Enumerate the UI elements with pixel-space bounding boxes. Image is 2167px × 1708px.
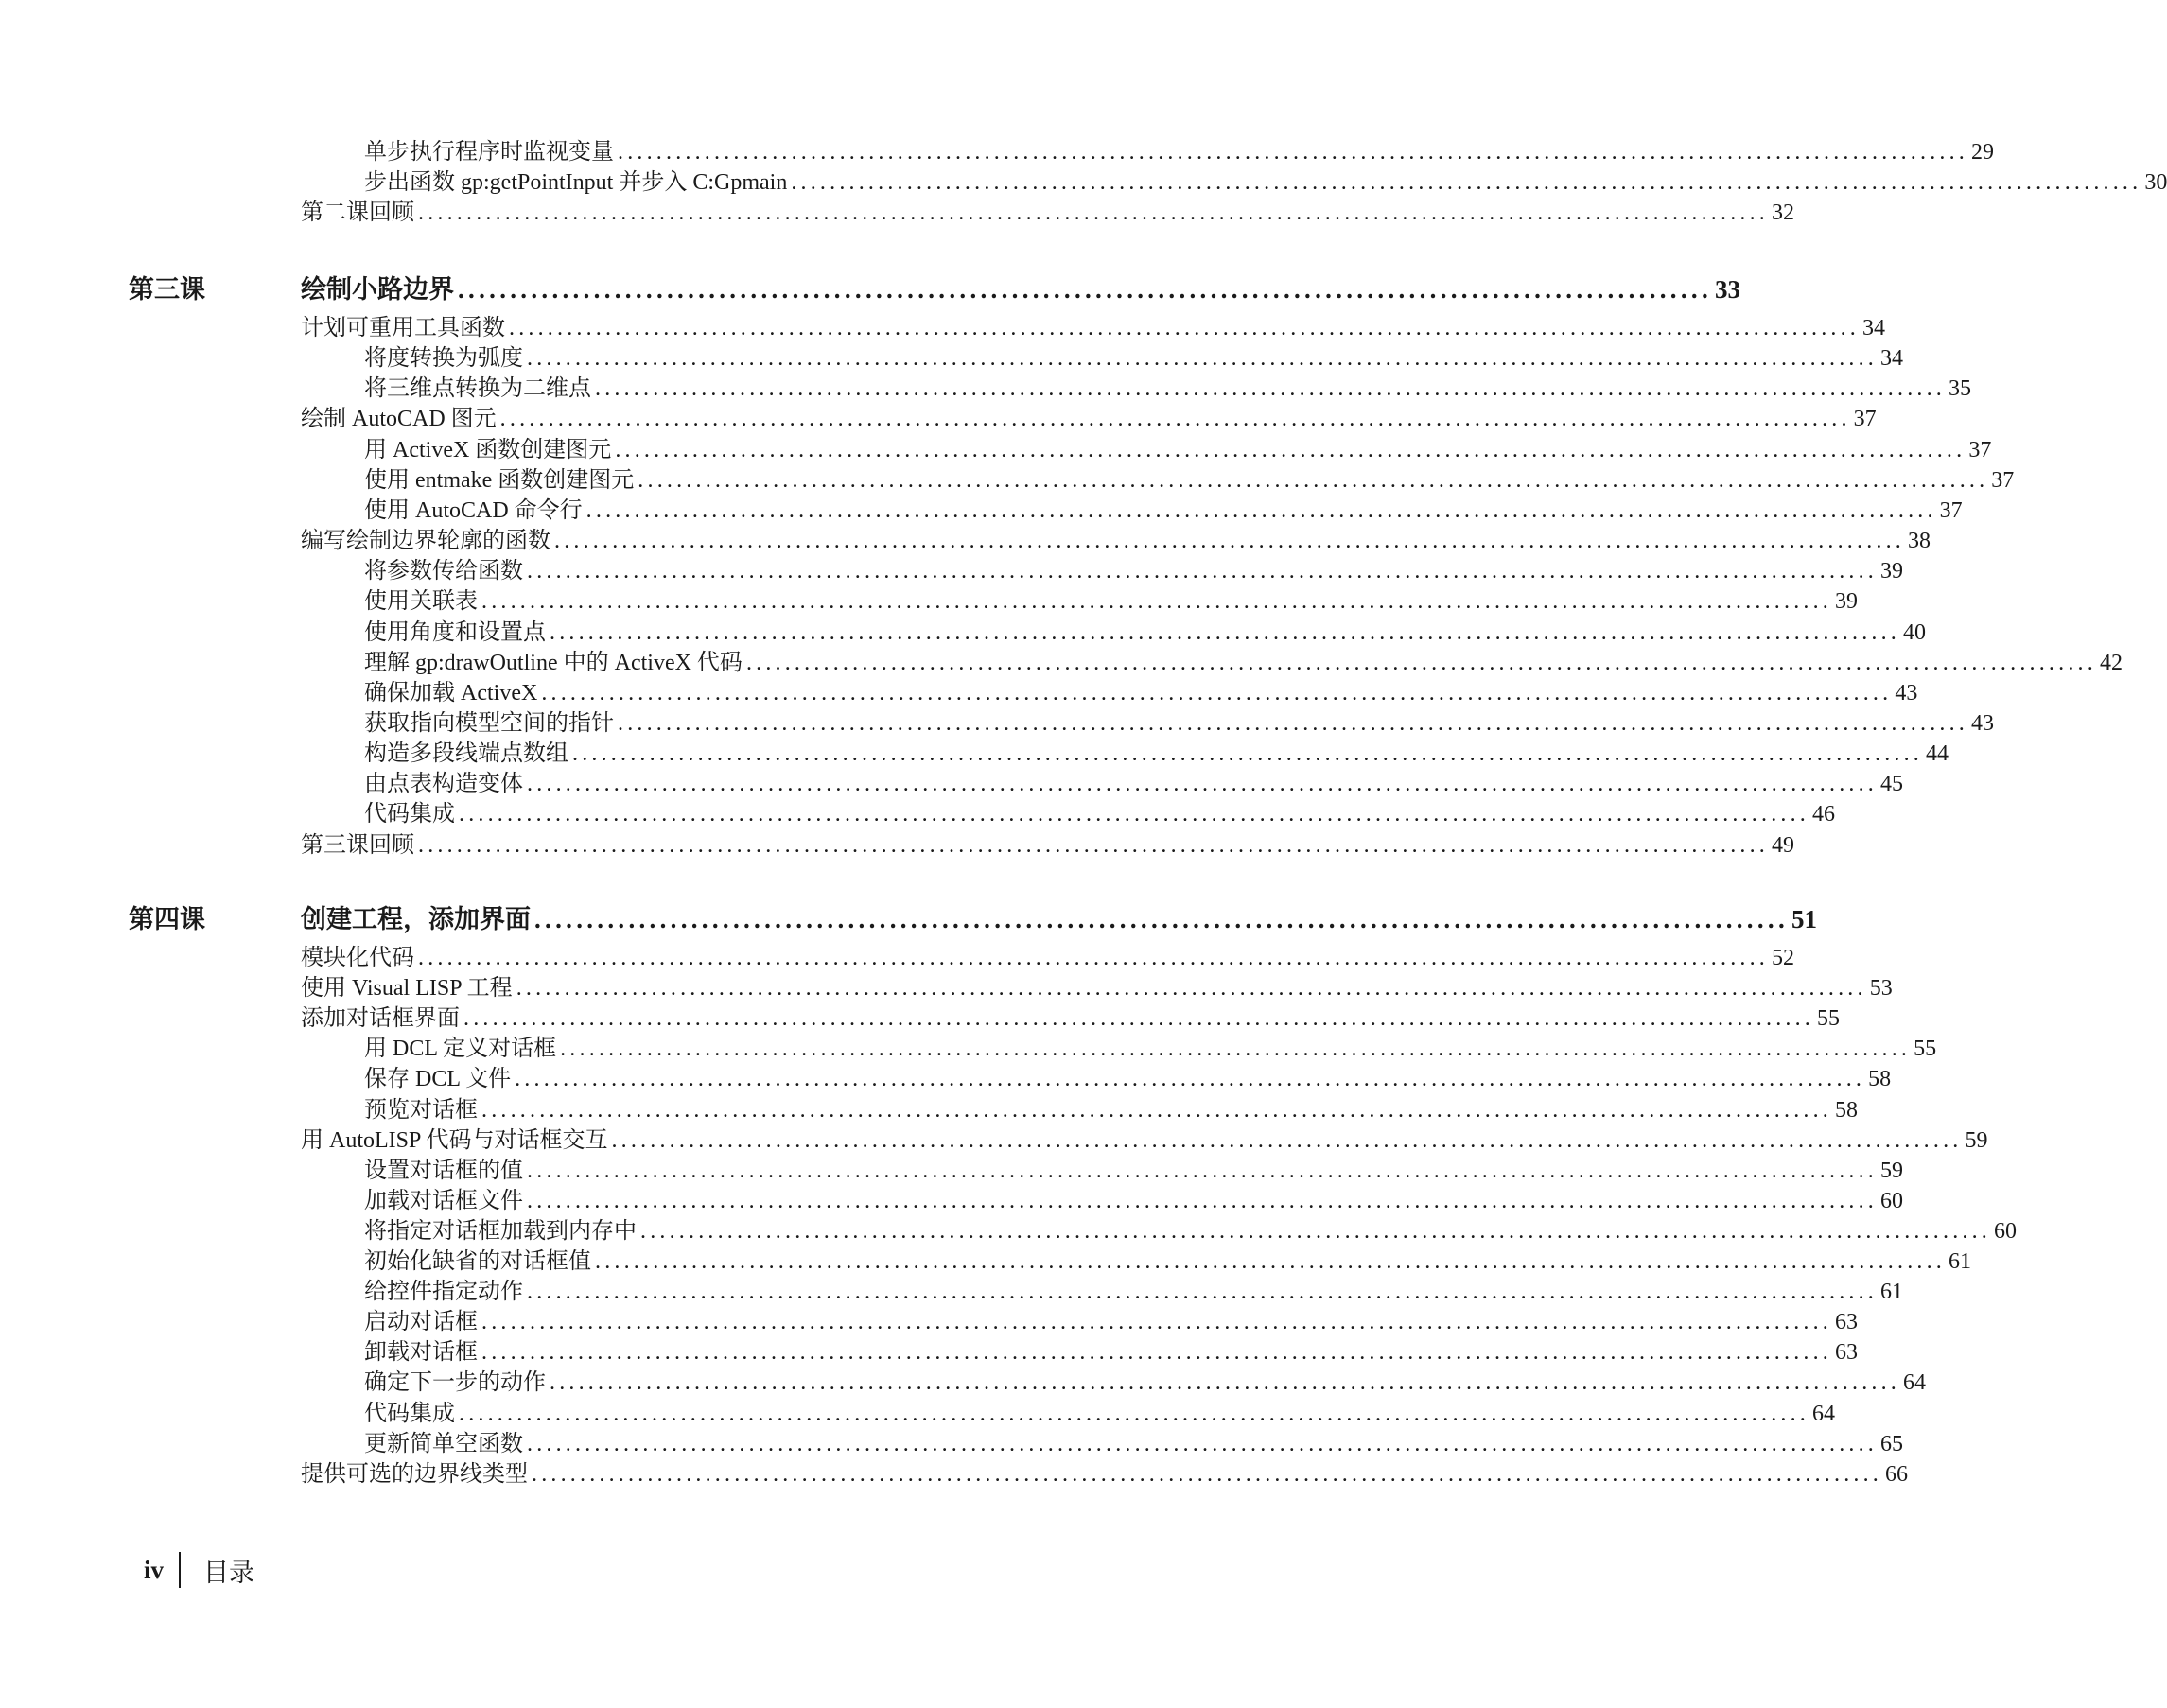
toc-entry-page: 34 xyxy=(1862,316,1885,340)
toc-entry-page: 58 xyxy=(1868,1067,1892,1092)
toc-entry-page: 59 xyxy=(1880,1158,1903,1183)
toc-entry-title: 设置对话框的值 xyxy=(364,1158,523,1183)
leader-dots: ............................................................................................................................................ xyxy=(459,1401,1809,1426)
toc-entry[interactable] xyxy=(364,1307,1858,1337)
toc-entry-page: 38 xyxy=(1908,529,1931,554)
leader-dots: ............................................................................................................................................ xyxy=(554,529,1905,554)
toc-entry[interactable] xyxy=(301,1003,1840,1034)
toc-entry-title: 给控件指定动作 xyxy=(364,1280,523,1305)
toc-entry[interactable] xyxy=(301,404,1877,434)
toc-entry-page: 37 xyxy=(1968,437,1992,462)
leader-dots: ............................................................................................................................................ xyxy=(481,1340,1832,1366)
toc-entry[interactable] xyxy=(364,374,1971,404)
leader-dots: ............................................................................................................................................ xyxy=(532,1461,1882,1487)
toc-entry[interactable] xyxy=(364,496,1963,526)
leader-dots: ............................................................................................................................................ xyxy=(618,140,1968,165)
toc-entry-title: 构造多段线端点数组 xyxy=(364,741,568,767)
toc-entry-title: 预览对话框 xyxy=(364,1097,478,1123)
toc-entry-title: 使用 Visual LISP 工程 xyxy=(301,976,513,1002)
leader-dots: ............................................................................................................................................ xyxy=(418,946,1769,970)
toc-entry[interactable] xyxy=(364,1246,1971,1277)
toc-entry-title: 使用角度和设置点 xyxy=(364,619,546,645)
toc-entry[interactable] xyxy=(301,1459,1908,1490)
toc-entry[interactable] xyxy=(364,586,1858,617)
toc-entry-title: 使用 AutoCAD 命令行 xyxy=(364,497,583,523)
toc-entry-title: 初始化缺省的对话框值 xyxy=(364,1249,591,1274)
toc-entry[interactable] xyxy=(364,769,1903,799)
toc-entry-title: 由点表构造变体 xyxy=(364,772,523,797)
page-footer xyxy=(144,1551,254,1589)
toc-entry-page: 45 xyxy=(1880,772,1903,797)
toc-entry[interactable] xyxy=(364,618,1926,648)
leader-dots: ............................................................................................................................................ xyxy=(560,1037,1912,1062)
toc-entry-page: 30 xyxy=(2144,170,2167,195)
toc-entry-title: 用 DCL 定义对话框 xyxy=(364,1037,557,1062)
lesson4-page: 51 xyxy=(1791,905,1817,933)
toc-entry-page: 65 xyxy=(1880,1431,1903,1456)
toc-entry-title: 单步执行程序时监视变量 xyxy=(364,140,614,165)
toc-entry[interactable] xyxy=(301,1125,1988,1156)
leader-dots: ............................................................................................................................................ xyxy=(527,1431,1878,1456)
toc-entry-title: 使用 entmake 函数创建图元 xyxy=(364,467,635,493)
toc-entry-title: 计划可重用工具函数 xyxy=(301,316,505,340)
toc-entry-title: 卸载对话框 xyxy=(364,1340,478,1366)
toc-entry-title: 启动对话框 xyxy=(364,1310,478,1335)
toc-entry-page: 42 xyxy=(2099,650,2123,675)
lesson4-label: 第四课 xyxy=(129,905,205,933)
toc-entry-page: 63 xyxy=(1835,1310,1858,1335)
footer-divider xyxy=(179,1552,181,1588)
toc-entry-title: 将度转换为弧度 xyxy=(364,346,523,372)
lesson4-heading[interactable] xyxy=(301,902,1817,936)
lesson4-title: 创建工程，添加界面 xyxy=(301,905,531,933)
toc-entry[interactable] xyxy=(364,1337,1858,1368)
toc-entry-title: 加载对话框文件 xyxy=(364,1188,523,1213)
toc-entry-page: 37 xyxy=(1991,467,2015,493)
toc-entry[interactable] xyxy=(364,1095,1858,1125)
toc-entry-page: 34 xyxy=(1880,346,1903,372)
toc-entry-title: 添加对话框界面 xyxy=(301,1006,460,1032)
toc-entry-title: 模块化代码 xyxy=(301,946,414,970)
toc-entry-title: 理解 gp:drawOutline 中的 ActiveX 代码 xyxy=(364,650,743,675)
toc-entry-page: 59 xyxy=(1965,1127,1988,1153)
toc-entry-page: 58 xyxy=(1835,1097,1858,1123)
toc-entry-page: 43 xyxy=(1971,710,1994,736)
toc-entry-title: 确定下一步的动作 xyxy=(364,1370,546,1396)
leader-dots: ............................................................................................................................................ xyxy=(459,802,1809,828)
leader-dots: ............................................................................................................................................ xyxy=(515,1067,1866,1092)
toc-entry-title: 将指定对话框加载到内存中 xyxy=(364,1218,637,1244)
toc-entry-page: 43 xyxy=(1895,680,1918,706)
toc-entry-page: 66 xyxy=(1885,1461,1908,1487)
toc-entry[interactable] xyxy=(301,313,1885,343)
toc-entry[interactable] xyxy=(301,198,1794,228)
leader-dots: ............................................................................................................................................ xyxy=(527,346,1878,372)
toc-entry[interactable] xyxy=(364,137,1994,167)
toc-entry-title: 确保加载 ActiveX xyxy=(364,680,538,706)
toc-entry[interactable] xyxy=(364,465,2015,496)
page-number: iv xyxy=(144,1555,165,1584)
toc-entry-title: 代码集成 xyxy=(364,802,455,828)
toc-entry[interactable] xyxy=(364,1216,2017,1246)
leader-dots: ............................................................................................................................................ xyxy=(527,772,1878,797)
toc-entry-title: 步出函数 gp:getPointInput 并步入 C:Gpmain xyxy=(364,170,788,195)
leader-dots: ........................................................................................................................ xyxy=(458,275,1712,304)
toc-entry[interactable] xyxy=(364,556,1903,586)
leader-dots: ............................................................................................................................................ xyxy=(550,1370,1900,1396)
lesson3-label: 第三课 xyxy=(129,275,205,304)
toc-entry-title: 将参数传给函数 xyxy=(364,559,523,584)
toc-entry-title: 绘制 AutoCAD 图元 xyxy=(301,407,497,432)
leader-dots: ............................................................................................................................................ xyxy=(541,680,1893,706)
leader-dots: ............................................................................................................................................ xyxy=(527,1188,1878,1213)
toc-entry[interactable] xyxy=(364,708,1994,739)
toc-entry[interactable] xyxy=(301,830,1794,861)
leader-dots: ............................................................................................................................................ xyxy=(509,316,1860,340)
leader-dots: ............................................................................................................................................ xyxy=(638,467,1989,493)
lesson3-title: 绘制小路边界 xyxy=(301,275,454,304)
leader-dots: ............................................................................................................................................ xyxy=(418,832,1769,858)
toc-entry-page: 39 xyxy=(1880,559,1903,584)
toc-entry-title: 代码集成 xyxy=(364,1401,455,1426)
toc-entry-title: 编写绘制边界轮廓的函数 xyxy=(301,529,550,554)
toc-entry[interactable] xyxy=(364,1186,1903,1216)
leader-dots: ............................................................................................................................................ xyxy=(595,376,1946,402)
leader-dots: ............................................................................................................................................ xyxy=(572,741,1923,767)
toc-entry-page: 46 xyxy=(1812,802,1835,828)
toc-entry-title: 保存 DCL 文件 xyxy=(364,1067,512,1092)
toc-entry[interactable] xyxy=(364,1368,1926,1398)
leader-dots: ............................................................................................................................................ xyxy=(527,559,1878,584)
lesson3-heading[interactable] xyxy=(301,272,1740,306)
toc-entry-page: 29 xyxy=(1971,140,1994,165)
leader-dots: ............................................................................................................................................ xyxy=(745,650,2097,675)
toc-entry-title: 第二课回顾 xyxy=(301,200,414,225)
toc-entry[interactable] xyxy=(364,1064,1892,1094)
leader-dots: ............................................................................................................................................ xyxy=(481,589,1832,615)
toc-entry[interactable] xyxy=(364,343,1903,374)
toc-entry-page: 61 xyxy=(1880,1280,1903,1305)
toc-entry[interactable] xyxy=(364,799,1835,829)
toc-entry-page: 63 xyxy=(1835,1340,1858,1366)
toc-entry-page: 32 xyxy=(1772,200,1794,225)
leader-dots: ............................................................................................................................................ xyxy=(516,976,1867,1002)
toc-entry[interactable] xyxy=(364,435,1992,465)
toc-entry-title: 获取指向模型空间的指针 xyxy=(364,710,614,736)
toc-entry-title: 提供可选的边界线类型 xyxy=(301,1461,528,1487)
toc-entry[interactable] xyxy=(364,1156,1903,1186)
leader-dots: ............................................................................................................................................ xyxy=(527,1280,1878,1305)
leader-dots: ............................................................................................................................................ xyxy=(585,497,1937,523)
toc-entry-title: 用 AutoLISP 代码与对话框交互 xyxy=(301,1127,608,1153)
toc-entry-page: 52 xyxy=(1772,946,1794,970)
toc-entry[interactable] xyxy=(364,678,1918,708)
toc-entry[interactable] xyxy=(364,167,2167,198)
toc-entry-title: 第三课回顾 xyxy=(301,832,414,858)
lesson3-page: 33 xyxy=(1715,275,1740,304)
toc-entry[interactable] xyxy=(364,739,1949,769)
leader-dots: ............................................................................................................................................ xyxy=(550,619,1900,645)
toc-entry[interactable] xyxy=(364,1034,1937,1064)
leader-dots: ............................................................................................................................................ xyxy=(640,1218,1991,1244)
leader-dots: ............................................................................................................................................ xyxy=(611,1127,1963,1153)
leader-dots: ............................................................................................................................................ xyxy=(463,1006,1814,1032)
toc-entry-title: 使用关联表 xyxy=(364,589,478,615)
toc-entry-title: 将三维点转换为二维点 xyxy=(364,376,591,402)
leader-dots: ............................................................................................................................................ xyxy=(481,1097,1832,1123)
toc-entry-page: 49 xyxy=(1772,832,1794,858)
toc-entry[interactable] xyxy=(364,1399,1835,1429)
toc-entry-page: 44 xyxy=(1926,741,1949,767)
toc-entry-page: 64 xyxy=(1812,1401,1835,1426)
toc-entry[interactable] xyxy=(301,943,1794,973)
leader-dots: ............................................................................................................................................ xyxy=(481,1310,1832,1335)
toc-entry[interactable] xyxy=(364,648,2123,678)
leader-dots: ........................................................................................................................ xyxy=(534,905,1789,933)
toc-entry[interactable] xyxy=(364,1277,1903,1307)
toc-entry-page: 64 xyxy=(1903,1370,1926,1396)
toc-entry-page: 40 xyxy=(1903,619,1926,645)
toc-entry-title: 更新简单空函数 xyxy=(364,1431,523,1456)
toc-entry[interactable] xyxy=(301,973,1893,1003)
toc-entry[interactable] xyxy=(301,526,1931,556)
toc-entry-page: 35 xyxy=(1949,376,1971,402)
toc-entry-page: 37 xyxy=(1939,497,1963,523)
leader-dots: ............................................................................................................................................ xyxy=(595,1249,1946,1274)
leader-dots: ............................................................................................................................................ xyxy=(527,1158,1878,1183)
toc-entry-page: 55 xyxy=(1817,1006,1840,1032)
leader-dots: ............................................................................................................................................ xyxy=(618,710,1968,736)
toc-entry-page: 53 xyxy=(1869,976,1893,1002)
toc-entry-title: 用 ActiveX 函数创建图元 xyxy=(364,437,612,462)
toc-entry-page: 60 xyxy=(1880,1188,1903,1213)
toc-entry-page: 39 xyxy=(1835,589,1858,615)
toc-entry-page: 37 xyxy=(1853,407,1877,432)
leader-dots: ............................................................................................................................................ xyxy=(418,200,1769,225)
footer-section-label: 目录 xyxy=(203,1558,255,1587)
leader-dots: ............................................................................................................................................ xyxy=(615,437,1966,462)
toc-entry-page: 61 xyxy=(1949,1249,1971,1274)
toc-entry[interactable] xyxy=(364,1429,1903,1459)
leader-dots: ............................................................................................................................................ xyxy=(499,407,1851,432)
leader-dots: ............................................................................................................................................ xyxy=(791,170,2142,195)
toc-entry-page: 60 xyxy=(1994,1218,2017,1244)
toc-entry-page: 55 xyxy=(1914,1037,1937,1062)
